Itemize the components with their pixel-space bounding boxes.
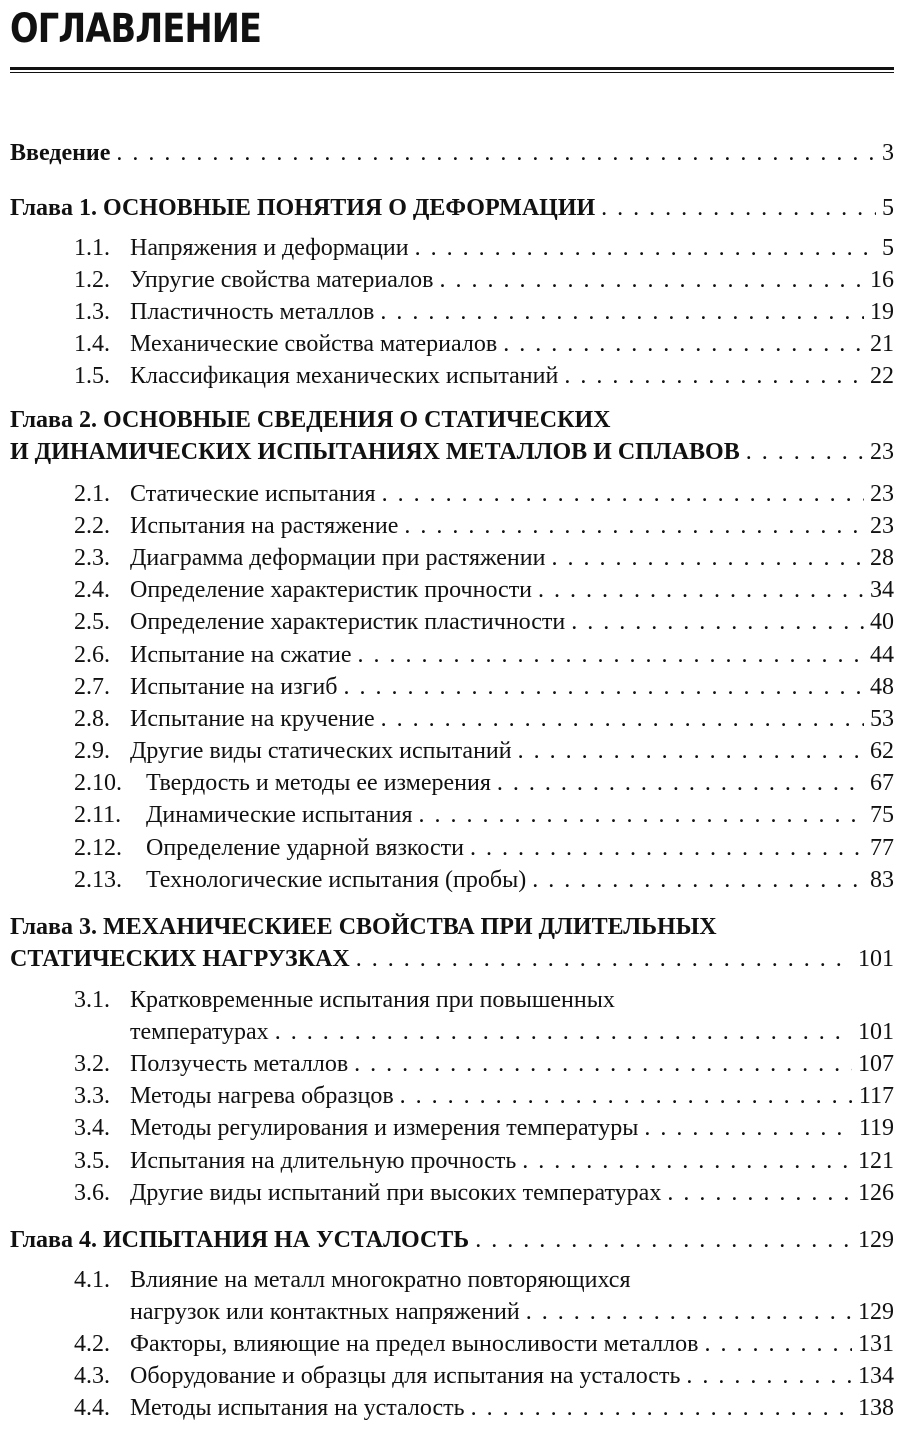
toc-section-1-5[interactable]: [74, 361, 894, 391]
dot-leader: [551, 543, 864, 573]
section-number: 3.5.: [74, 1148, 110, 1174]
section-number: 2.10.: [74, 770, 122, 796]
page-number: 83: [870, 867, 894, 893]
section-title: Испытание на сжатие: [130, 642, 352, 668]
section-number: 2.12.: [74, 835, 122, 861]
section-number: 4.2.: [74, 1331, 110, 1357]
section-number: 2.8.: [74, 706, 110, 732]
dot-leader: [564, 361, 864, 391]
section-number: 2.3.: [74, 545, 110, 571]
section-title: Методы регулирования и измерения температуры: [130, 1115, 639, 1141]
dot-leader: [503, 329, 864, 359]
toc-section-2-2[interactable]: [74, 511, 894, 541]
toc-section-4-3[interactable]: [74, 1361, 894, 1391]
section-number: 3.4.: [74, 1115, 110, 1141]
page-number: 53: [870, 706, 894, 732]
section-title: Твердость и методы ее измерения: [146, 770, 491, 796]
toc-section-3-1[interactable]: [130, 1017, 894, 1047]
page-number: 107: [858, 1051, 894, 1077]
section-number: 3.6.: [74, 1180, 110, 1206]
section-number: 2.5.: [74, 609, 110, 635]
toc-chapter-2[interactable]: [10, 437, 894, 467]
chapter-title: Глава 1. ОСНОВНЫЕ ПОНЯТИЯ О ДЕФОРМАЦИИ: [10, 195, 596, 221]
page-number: 129: [858, 1299, 894, 1325]
toc-entry-intro[interactable]: [10, 138, 894, 168]
section-title: Кратковременные испытания при повышенных: [130, 987, 615, 1013]
toc-section-4-2[interactable]: [74, 1329, 894, 1359]
toc-section-2-6[interactable]: [74, 640, 894, 670]
toc-chapter-2-line1[interactable]: [10, 405, 894, 435]
page-number: 126: [858, 1180, 894, 1206]
section-title: Испытание на изгиб: [130, 674, 338, 700]
page-number: 28: [870, 545, 894, 571]
dot-leader: [470, 833, 864, 863]
page-number: 5: [882, 235, 894, 261]
page-number: 138: [858, 1395, 894, 1421]
section-title: Пластичность металлов: [130, 299, 375, 325]
section-title: Напряжения и деформации: [130, 235, 409, 261]
section-title: Испытание на кручение: [130, 706, 375, 732]
chapter-title: И ДИНАМИЧЕСКИХ ИСПЫТАНИЯХ МЕТАЛЛОВ И СПЛАВОВ: [10, 439, 740, 465]
section-number: 2.7.: [74, 674, 110, 700]
section-title: нагрузок или контактных напряжений: [130, 1299, 520, 1325]
page-number: 101: [858, 946, 894, 972]
dot-leader: [116, 138, 876, 168]
dot-leader: [571, 607, 864, 637]
page-number: 23: [870, 439, 894, 465]
page-number: 119: [858, 1115, 894, 1141]
section-number: 1.4.: [74, 331, 110, 357]
toc-section-4-1-line1[interactable]: [74, 1265, 894, 1295]
page-number: 22: [870, 363, 894, 389]
dot-leader: [357, 640, 864, 670]
dot-leader: [644, 1113, 853, 1143]
toc-section-3-4[interactable]: [74, 1113, 894, 1143]
toc-section-3-5[interactable]: [74, 1146, 894, 1176]
dot-leader: [381, 704, 864, 734]
dot-leader: [471, 1393, 852, 1423]
dot-leader: [419, 800, 865, 830]
dot-leader: [356, 944, 852, 974]
section-number: 1.5.: [74, 363, 110, 389]
dot-leader: [518, 736, 864, 766]
dot-leader: [532, 865, 864, 895]
dot-leader: [686, 1361, 852, 1391]
page-number: 48: [870, 674, 894, 700]
toc-section-3-1-line1[interactable]: [74, 985, 894, 1015]
page-number: 134: [858, 1363, 894, 1389]
section-number: 2.4.: [74, 577, 110, 603]
dot-leader: [538, 575, 864, 605]
section-title: Определение характеристик прочности: [130, 577, 533, 603]
toc-section-2-9[interactable]: [74, 736, 894, 766]
section-title: Определение характеристик пластичности: [130, 609, 566, 635]
toc-section-2-3[interactable]: [74, 543, 894, 573]
section-title: Динамические испытания: [146, 802, 413, 828]
toc-section-2-10[interactable]: [74, 768, 894, 798]
dot-leader: [497, 768, 864, 798]
section-title: Методы нагрева образцов: [130, 1083, 394, 1109]
toc-chapter-3-line1[interactable]: [10, 912, 894, 942]
section-number: 2.6.: [74, 642, 110, 668]
page-number: 67: [870, 770, 894, 796]
page-number: 77: [870, 835, 894, 861]
toc-section-2-7[interactable]: [74, 672, 894, 702]
section-number: 1.1.: [74, 235, 110, 261]
section-title: Определение ударной вязкости: [146, 835, 464, 861]
toc-section-2-12[interactable]: [74, 833, 894, 863]
chapter-title: Глава 2. ОСНОВНЫЕ СВЕДЕНИЯ О СТАТИЧЕСКИХ: [10, 407, 611, 433]
toc-section-1-3[interactable]: [74, 297, 894, 327]
page-number: 23: [870, 481, 894, 507]
page-number: 44: [870, 642, 894, 668]
page-title: ОГЛАВЛЕНИЕ: [10, 6, 262, 52]
section-title: Диаграмма деформации при растяжении: [130, 545, 546, 571]
chapter-title: Глава 3. МЕХАНИЧЕСКИЕЕ СВОЙСТВА ПРИ ДЛИТЕЛЬНЫХ: [10, 914, 717, 940]
toc-chapter-4[interactable]: [10, 1225, 894, 1255]
section-title: Оборудование и образцы для испытания на усталость: [130, 1363, 681, 1389]
section-title: Методы испытания на усталость: [130, 1395, 465, 1421]
section-number: 4.3.: [74, 1363, 110, 1389]
section-number: 4.4.: [74, 1395, 110, 1421]
section-title: Механические свойства материалов: [130, 331, 498, 357]
toc-section-2-4[interactable]: [74, 575, 894, 605]
page-number: 5: [882, 195, 894, 221]
toc-section-1-2[interactable]: [74, 265, 894, 295]
section-title: Классификация механических испытаний: [130, 363, 559, 389]
dot-leader: [404, 511, 864, 541]
toc-section-2-8[interactable]: [74, 704, 894, 734]
section-number: 2.13.: [74, 867, 122, 893]
section-number: 3.2.: [74, 1051, 110, 1077]
section-number: 2.11.: [74, 802, 122, 828]
dot-leader: [275, 1017, 852, 1047]
section-title: Технологические испытания (пробы): [146, 867, 527, 893]
page-number: 23: [870, 513, 894, 539]
section-number: 2.1.: [74, 481, 110, 507]
section-number: 4.1.: [74, 1267, 110, 1293]
dot-leader: [439, 265, 864, 295]
dot-leader: [380, 297, 864, 327]
section-title: Ползучесть металлов: [130, 1051, 349, 1077]
dot-leader: [667, 1178, 852, 1208]
toc-section-2-13[interactable]: [74, 865, 894, 895]
dot-leader: [343, 672, 864, 702]
page-number: 34: [870, 577, 894, 603]
section-title: Другие виды статических испытаний: [130, 738, 512, 764]
section-title: температурах: [130, 1019, 269, 1045]
page-number: 3: [882, 140, 894, 166]
dot-leader: [382, 479, 864, 509]
dot-leader: [601, 193, 876, 223]
dot-leader: [526, 1297, 852, 1327]
page-number: 62: [870, 738, 894, 764]
dot-leader: [400, 1081, 853, 1111]
section-title: Влияние на металл многократно повторяющихся: [130, 1267, 631, 1293]
page-number: 40: [870, 609, 894, 635]
toc-section-3-2[interactable]: [74, 1049, 894, 1079]
section-title: Испытания на длительную прочность: [130, 1148, 517, 1174]
chapter-title: Глава 4. ИСПЫТАНИЯ НА УСТАЛОСТЬ: [10, 1227, 470, 1253]
section-title: Статические испытания: [130, 481, 376, 507]
toc-section-2-1[interactable]: [74, 479, 894, 509]
toc-section-4-4[interactable]: [74, 1393, 894, 1423]
dot-leader: [704, 1329, 852, 1359]
section-number: 3.3.: [74, 1083, 110, 1109]
section-number: 2.2.: [74, 513, 110, 539]
toc-section-3-6[interactable]: [74, 1178, 894, 1208]
page-number: 16: [870, 267, 894, 293]
section-title: Упругие свойства материалов: [130, 267, 434, 293]
toc-section-4-1[interactable]: [130, 1297, 894, 1327]
page-number: 131: [858, 1331, 894, 1357]
page-number: 129: [858, 1227, 894, 1253]
section-title: Факторы, влияющие на предел выносливости металлов: [130, 1331, 699, 1357]
page-number: 75: [870, 802, 894, 828]
section-number: 3.1.: [74, 987, 110, 1013]
page-number: 19: [870, 299, 894, 325]
dot-leader: [415, 233, 876, 263]
dot-leader: [522, 1146, 852, 1176]
section-number: 1.3.: [74, 299, 110, 325]
dot-leader: [475, 1225, 852, 1255]
toc-section-3-3[interactable]: [74, 1081, 894, 1111]
toc-section-2-5[interactable]: [74, 607, 894, 637]
toc-chapter-1[interactable]: [10, 193, 894, 223]
entry-title: Введение: [10, 140, 111, 166]
section-title: Испытания на растяжение: [130, 513, 399, 539]
page-number: 121: [858, 1148, 894, 1174]
toc-section-1-4[interactable]: [74, 329, 894, 359]
toc-section-1-1[interactable]: [74, 233, 894, 263]
page-number: 21: [870, 331, 894, 357]
section-title: Другие виды испытаний при высоких температурах: [130, 1180, 662, 1206]
dot-leader: [746, 437, 864, 467]
dot-leader: [354, 1049, 852, 1079]
page-number: 101: [858, 1019, 894, 1045]
toc-chapter-3[interactable]: [10, 944, 894, 974]
section-number: 1.2.: [74, 267, 110, 293]
toc-section-2-11[interactable]: [74, 800, 894, 830]
chapter-title: СТАТИЧЕСКИХ НАГРУЗКАХ: [10, 946, 350, 972]
section-number: 2.9.: [74, 738, 110, 764]
page-number: 117: [858, 1083, 894, 1109]
